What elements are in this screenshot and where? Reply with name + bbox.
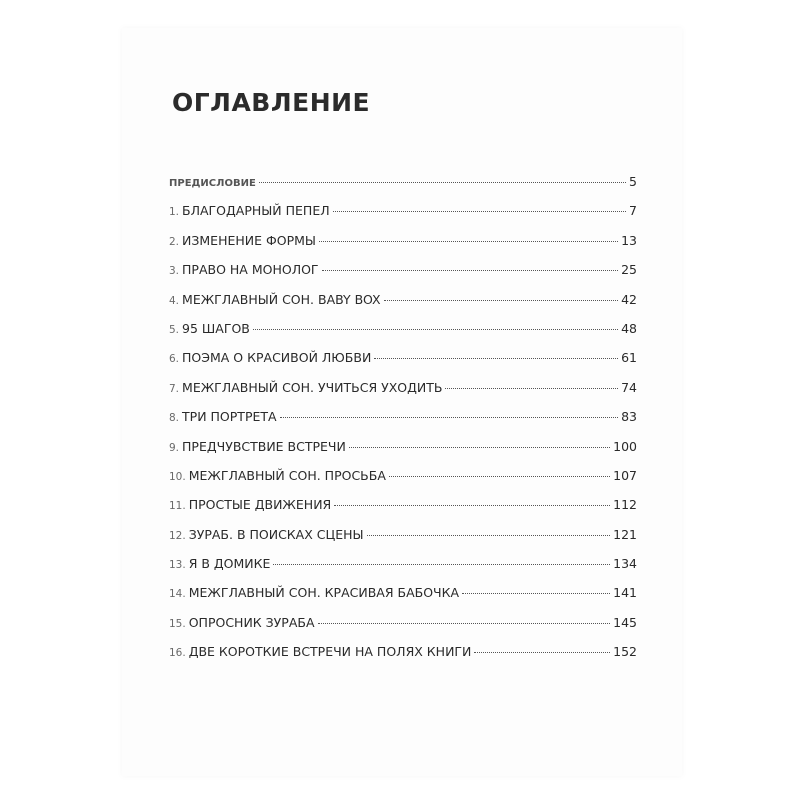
toc-entry-label: МЕЖГЛАВНЫЙ СОН. КРАСИВАЯ БАБОЧКА [188, 585, 460, 601]
toc-entry-number: 1. [169, 206, 180, 219]
toc-entry-label: ПРЕДИСЛОВИЕ [169, 178, 256, 189]
toc-leader-dots [445, 388, 618, 389]
toc-entry [169, 468, 637, 497]
toc-entry-page-number: 134 [613, 556, 637, 572]
toc-entry-number: 14. [169, 588, 186, 601]
toc-entry-number: 10. [169, 470, 186, 483]
toc-entry-label: ПРОСТЫЕ ДВИЖЕНИЯ [188, 497, 332, 513]
toc-entry [169, 615, 637, 644]
toc-entry-label: ПОЭМА О КРАСИВОЙ ЛЮБВИ [182, 350, 372, 366]
toc-leader-dots [334, 505, 610, 506]
toc-entry [169, 321, 637, 350]
toc-entry-page-number: 74 [621, 379, 637, 395]
toc-entry [169, 203, 637, 232]
toc-leader-dots [367, 535, 611, 536]
table-of-contents [169, 174, 637, 674]
toc-entry [169, 380, 637, 409]
toc-entry-number: 6. [169, 353, 180, 366]
toc-leader-dots [259, 182, 626, 183]
toc-entry [169, 409, 637, 438]
toc-entry-label: МЕЖГЛАВНЫЙ СОН. ПРОСЬБА [188, 467, 386, 483]
toc-leader-dots [333, 211, 626, 212]
toc-entry [169, 174, 637, 203]
toc-leader-dots [273, 564, 610, 565]
toc-entry [169, 262, 637, 291]
toc-leader-dots [318, 623, 611, 624]
toc-entry-number: 9. [169, 441, 180, 454]
toc-entry [169, 527, 637, 556]
toc-entry-number: 2. [169, 235, 180, 248]
toc-entry-label: ДВЕ КОРОТКИЕ ВСТРЕЧИ НА ПОЛЯХ КНИГИ [188, 644, 472, 660]
toc-entry-number: 11. [169, 500, 186, 513]
toc-entry-label: ЗУРАБ. В ПОИСКАХ СЦЕНЫ [188, 526, 364, 542]
toc-entry-number: 7. [169, 382, 180, 395]
toc-entry-number: 16. [169, 647, 186, 660]
toc-entry-page-number: 141 [613, 585, 637, 601]
toc-entry-page-number: 42 [621, 291, 637, 307]
toc-entry [169, 292, 637, 321]
toc-entry-number: 8. [169, 412, 180, 425]
toc-entry-label: Я В ДОМИКЕ [188, 556, 271, 572]
toc-entry [169, 439, 637, 468]
toc-entry-number: 3. [169, 265, 180, 278]
toc-leader-dots [374, 358, 618, 359]
toc-leader-dots [462, 593, 610, 594]
toc-leader-dots [319, 241, 618, 242]
toc-entry-page-number: 83 [621, 409, 637, 425]
page-title: ОГЛАВЛЕНИЕ [172, 88, 371, 117]
toc-leader-dots [474, 652, 610, 653]
toc-entry-page-number: 13 [621, 232, 637, 248]
toc-entry-number: 15. [169, 617, 186, 630]
toc-entry-label: ПРАВО НА МОНОЛОГ [182, 262, 319, 278]
toc-entry-label: 95 ШАГОВ [182, 320, 250, 336]
toc-entry-page-number: 100 [613, 438, 637, 454]
toc-entry-page-number: 145 [613, 614, 637, 630]
toc-entry-page-number: 61 [621, 350, 637, 366]
toc-entry [169, 233, 637, 262]
toc-entry-label: БЛАГОДАРНЫЙ ПЕПЕЛ [182, 203, 330, 219]
toc-entry [169, 497, 637, 526]
toc-entry-number: 13. [169, 559, 186, 572]
toc-leader-dots [389, 476, 610, 477]
toc-entry-page-number: 25 [621, 262, 637, 278]
toc-entry-number: 5. [169, 323, 180, 336]
toc-entry [169, 556, 637, 585]
toc-entry-page-number: 7 [629, 203, 637, 219]
toc-leader-dots [384, 300, 619, 301]
toc-entry-label: ИЗМЕНЕНИЕ ФОРМЫ [182, 232, 316, 248]
toc-entry-page-number: 121 [613, 526, 637, 542]
toc-entry [169, 585, 637, 614]
toc-entry [169, 644, 637, 673]
toc-leader-dots [280, 417, 619, 418]
toc-leader-dots [349, 447, 610, 448]
toc-entry-label: МЕЖГЛАВНЫЙ СОН. BABY BOX [182, 291, 381, 307]
toc-leader-dots [253, 329, 618, 330]
toc-entry-page-number: 5 [629, 174, 637, 189]
toc-entry-label: ОПРОСНИК ЗУРАБА [188, 614, 315, 630]
toc-entry-page-number: 107 [613, 467, 637, 483]
toc-entry [169, 350, 637, 379]
toc-entry-number: 4. [169, 294, 180, 307]
toc-entry-number: 12. [169, 529, 186, 542]
toc-entry-label: ТРИ ПОРТРЕТА [182, 409, 277, 425]
book-page [122, 28, 682, 776]
toc-entry-label: ПРЕДЧУВСТВИЕ ВСТРЕЧИ [182, 438, 346, 454]
toc-leader-dots [322, 270, 619, 271]
toc-entry-page-number: 48 [621, 320, 637, 336]
toc-entry-label: МЕЖГЛАВНЫЙ СОН. УЧИТЬСЯ УХОДИТЬ [182, 379, 443, 395]
toc-entry-page-number: 112 [613, 497, 637, 513]
toc-entry-page-number: 152 [613, 644, 637, 660]
